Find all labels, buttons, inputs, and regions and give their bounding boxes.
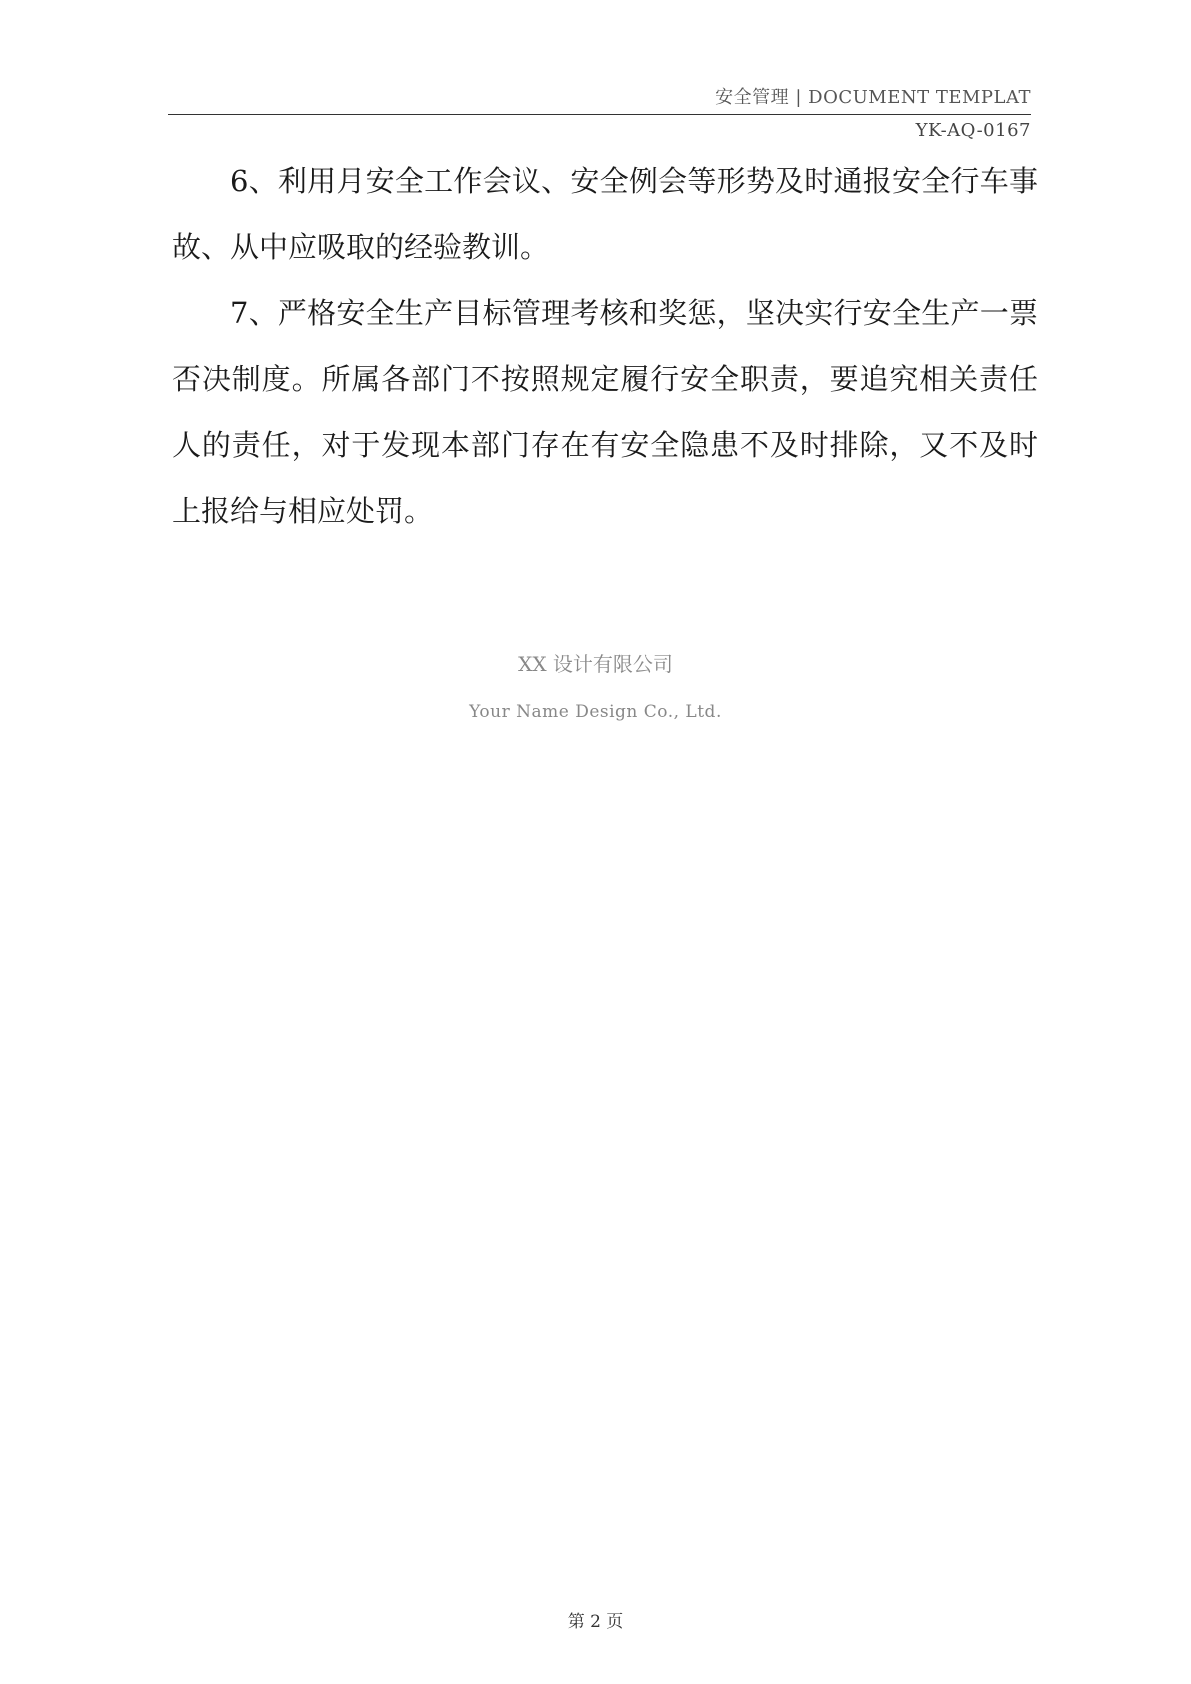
document-code: YK-AQ-0167 (915, 120, 1031, 141)
document-body (172, 148, 1038, 544)
page-number: 第 2 页 (567, 1612, 624, 1632)
paragraph-7: 7、严格安全生产目标管理考核和奖惩，坚决实行安全生产一票否决制度。所属各部门不按照规定履行安全职责，要追究相关责任人的责任，对于发现本部门存在有安全隐患不及时排除，又不及时上报给与相应处罚。 (172, 296, 1038, 528)
company-name-cn: XX 设计有限公司 (518, 652, 673, 676)
header-title: 安全管理 | DOCUMENT TEMPLAT (715, 87, 1031, 108)
page-header (168, 84, 1031, 143)
company-name-en: Your Name Design Co., Ltd. (469, 702, 722, 722)
header-divider (168, 114, 1031, 115)
paragraph-6: 6、利用月安全工作会议、安全例会等形势及时通报安全行车事故、从中应吸取的经验教训。 (172, 164, 1038, 264)
